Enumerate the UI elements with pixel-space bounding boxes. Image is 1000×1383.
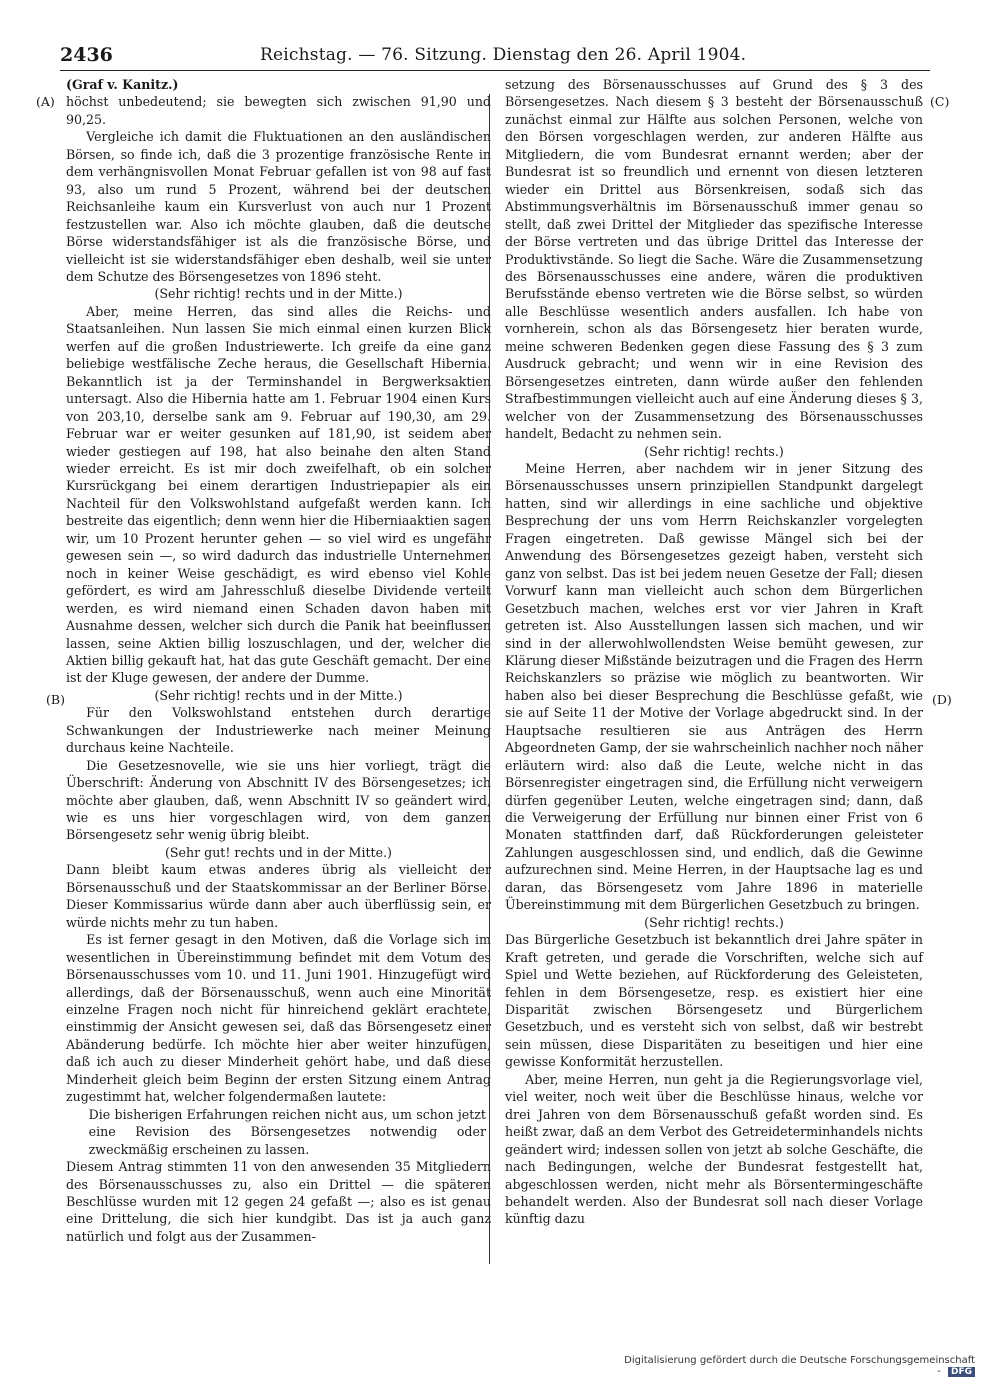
paragraph: setzung des Börsenausschusses auf Grund des § 3 des Börsengesetzes. Nach diesem § 3 besteht der Börsenausschuß zunächst einmal zur Hälfte aus solchen Personen, welche von den Börsen vorgeschlagen werden, zur anderen Hälfte aus Mitgliedern, die vom Bundesrat ernannt werden; aber der Bundesrat ist so freundlich und ernennt von diesen letzteren wieder ein Drittel aus Börsenkreisen, sodaß sich das Abstimmungsverhältnis im Börsenausschuß immer genau so stellt, daß zwei Drittel der Mitglieder das spezifische Interesse der Börse vertreten und das übrige Drittel das Interesse der Produktivstände. So liegt die Sache. Wäre die Zusammensetzung des Börsenausschusses eine andere, wären die produktiven Berufsstände ebenso vertreten wie die Börse selbst, so würden alle Beschlüsse wesentlich anders ausfallen. Ich habe von vornherein, schon als das Börsengesetz hier beraten wurde, meine schweren Bedenken gegen diese Fassung des § 3 zum Ausdruck gebracht; und wenn wir in eine Revision des Börsengesetzes eintreten, dann würde außer den fehlenden Strafbestimmungen vielleicht auch auf eine Änderung dieses § 3, welcher von der Zusammensetzung des Börsenausschusses handelt, Bedacht zu nehmen sein.	[505, 77, 923, 442]
paragraph: Aber, meine Herren, das sind alles die Reichs- und Staatsanleihen. Nun lassen Sie mich einmal einen kurzen Blick werfen auf die großen Industriewerte. Ich greife da eine ganz beliebige westfälische Zeche heraus, die Gesellschaft Hibernia. Bekanntlich ist ja der Terminshandel in Bergwerksaktien untersagt. Also die Hibernia hatte am 1. Februar 1904 einen Kurs von 203,10, derselbe sank am 9. Februar auf 190,30, am 29. Februar war er weiter gesunken auf 181,90, ist seidem aber wieder gestiegen auf 198, hat also beinahe den alten Stand wieder erreicht. Es ist mir doch zweifelhaft, ob ein solcher Kursrückgang bei einem derartigen Industriepapier als ein Nachteil für den Volkswohlstand aufgefaßt werden kann. Ich bestreite das eigentlich; denn wenn hier die Hiberniaaktien sagen wir, um 10 Prozent herunter gehen — so viel wird es ungefähr gewesen sein —, so wird dadurch das industrielle Unternehmen noch in keiner Weise geschädigt, es wird ebenso viel Kohle gefördert, es wird am Jahresschluß dieselbe Dividende verteilt werden, es wird niemand einen Schaden davon haben mit Ausnahme dessen, welcher sich durch die Panik hat beeinflussen lassen, seine Aktien billig loszuschlagen, und der, welcher die Aktien billig gekauft hat, hat das gute Geschäft gemacht. Der eine ist der Kluge gewesen, der andere der Dumme.	[66, 303, 491, 686]
column-divider	[489, 94, 490, 1264]
paragraph: Dann bleibt kaum etwas anderes übrig als vielleicht der Börsenausschuß und der Staatskommissar an der Berliner Börse. Dieser Kommissarius würde dann aber auch überflüssig sein, er würde nichts mehr zu tun haben.	[66, 862, 491, 930]
speaker-label: (Graf v. Kanitz.)	[66, 77, 179, 92]
margin-marker-b: (B)	[46, 692, 65, 707]
block-quote: Die bisherigen Erfahrungen reichen nicht aus, um schon jetzt eine Revision des Börsengesetzes notwendig oder zweckmäßig erscheinen zu lassen.	[88, 1106, 486, 1157]
right-column	[505, 76, 923, 1228]
paragraph: Für den Volkswohlstand entstehen durch derartige Schwankungen der Industriewerke nach meiner Meinung durchaus keine Nachteile.	[66, 705, 491, 756]
paragraph: höchst unbedeutend; sie bewegten sich zwischen 91,90 und 90,25.	[66, 94, 491, 127]
interjection: (Sehr richtig! rechts.)	[644, 914, 784, 930]
margin-marker-c: (C)	[930, 94, 950, 109]
margin-marker-a: (A)	[36, 94, 55, 109]
interjection: (Sehr gut! rechts und in der Mitte.)	[165, 844, 392, 860]
paragraph: Vergleiche ich damit die Fluktuationen an den ausländischen Börsen, so finde ich, daß die 3 prozentige französische Rente in dem verhängnisvollen Monat Februar gefallen ist von 98 auf fast 93, also um rund 5 Prozent, während bei der deutschen Reichsanleihe kaum ein Kursverlust von auch nur 1 Prozent festzustellen war. Also ich möchte glauben, daß die deutsche Börse widerstandsfähiger ist als die französische Börse, und vielleicht ist sie widerstandsfähiger eben deshalb, weil sie unter dem Schutze des Börsengesetzes von 1896 steht.	[66, 129, 491, 284]
paragraph: Das Bürgerliche Gesetzbuch ist bekanntlich drei Jahre später in Kraft getreten, und gerade die Vorschriften, welche sich auf Spiel und Wette beziehen, auf Rückforderung des Geleisteten, fehlen in dem Börsengesetze, resp. es existiert hier eine Disparität zwischen Börsengesetz und Bürgerlichem Gesetzbuch, und es versteht sich von selbst, daß wir bestrebt sein müssen, diese Disparitäten zu beseitigen und hier eine gewisse Konformität herzustellen.	[505, 932, 923, 1070]
digitization-footer	[620, 1355, 975, 1377]
interjection: (Sehr richtig! rechts und in der Mitte.)	[154, 286, 403, 302]
footer-text: Digitalisierung gefördert durch die Deutsche Forschungsgemeinschaft -	[624, 1355, 975, 1377]
paragraph: Diesem Antrag stimmten 11 von den anwesenden 35 Mitgliedern des Börsenausschusses zu, also ein Drittel — die späteren Beschlüsse wurden mit 12 gegen 24 gefaßt —; also es ist genau eine Drittelung, die sich hier kundgibt. Das ist ja auch ganz natürlich und folgt aus der Zusammen-	[66, 1159, 491, 1244]
interjection: (Sehr richtig! rechts.)	[644, 443, 784, 459]
paragraph: Aber, meine Herren, nun geht ja die Regierungsvorlage viel, viel weiter, noch weit über die Beschlüsse hinaus, welche vor drei Jahren von dem Börsenausschuß gefaßt worden sind. Es heißt zwar, daß an dem Verbot des Getreideterminhandels nichts geändert wird; indessen sollen von jetzt ab solche Geschäfte, die nach Bedingungen, welche der Bundesrat festgestellt hat, abgeschlossen werden, nicht mehr als Börsentermingeschäfte behandelt werden. Also der Bundesrat soll nach dieser Vorlage künftig dazu	[505, 1071, 923, 1227]
margin-marker-d: (D)	[932, 692, 952, 707]
paragraph: Es ist ferner gesagt in den Motiven, daß die Vorlage sich im wesentlichen in Übereinstimmung befindet mit dem Votum des Börsenausschusses vom 10. und 11. Juni 1901. Hinzugefügt wird allerdings, daß der Börsenausschuß, wenn auch eine Minorität einzelne Fragen noch nicht für hinreichend geklärt erachtete, einstimmig der Ansicht gewesen sei, daß das Börsengesetz einer Abänderung bedürfe. Ich möchte hier aber weiter hinzufügen, daß ich auch zu dieser Minderheit gehört habe, und daß diese Minderheit gleich beim Beginn der ersten Sitzung einem Antrag zugestimmt hat, welcher folgendermaßen lautete:	[66, 932, 491, 1105]
running-header	[60, 44, 930, 68]
paragraph: Die Gesetzesnovelle, wie sie uns hier vorliegt, trägt die Überschrift: Änderung von Abschnitt IV des Börsengesetzes; ich möchte aber glauben, daß, wenn Abschnitt IV so geändert wird, wie es uns hier vorgeschlagen wird, von dem ganzen Börsengesetz sehr wenig übrig bleibt.	[66, 757, 491, 843]
dfg-logo: DFG	[948, 1367, 975, 1377]
running-title: Reichstag. — 76. Sitzung. Dienstag den 26. April 1904.	[260, 45, 747, 65]
interjection: (Sehr richtig! rechts und in der Mitte.)	[154, 687, 403, 703]
page-number: 2436	[60, 44, 113, 66]
left-column	[66, 76, 491, 1245]
header-rule	[60, 70, 930, 71]
paragraph: Meine Herren, aber nachdem wir in jener Sitzung des Börsenausschusses unsern prinzipiellen Standpunkt dargelegt hatten, sind wir allerdings in eine sachliche und objektive Besprechung der uns vom Herrn Reichskanzler vorgelegten Fragen eingetreten. Daß gewisse Mängel sich bei der Anwendung des Börsengesetzes gezeigt haben, versteht sich ganz von selbst. Das ist bei jedem neuen Gesetze der Fall; diesen Vorwurf kann man vielleicht auch schon dem Bürgerlichen Gesetzbuch machen, welches erst vor vier Jahren in Kraft getreten ist. Also Ausstellungen lassen sich machen, und wir sind in der allerwohlwollendsten Weise bemüht gewesen, zur Klärung dieser Mißstände beizutragen und die Fragen des Herrn Reichskanzlers so präzise wie möglich zu beantworten. Wir haben also bei dieser Besprechung die Beschlüsse gefaßt, wie sie auf Seite 11 der Motive der Vorlage abgedruckt sind. In der Hauptsache resultieren sie aus Anträgen des Herrn Abgeordneten Gamp, der sie wahrscheinlich nachher noch näher erläutern wird: also daß die Leute, welche nicht in das Börsenregister eingetragen sind, die Erfüllung nicht verweigern dürfen gegenüber Leuten, welche eingetragen sind; dann, daß die Verweigerung der Erfüllung nur binnen einer Frist von 6 Monaten stattfinden darf, daß Rückforderungen geleisteter Zahlungen ausgeschlossen sind, und endlich, daß die Gewinne aufzurechnen sind. Meine Herren, in der Hauptsache lag es und daran, das Börsengesetz vom Jahre 1896 in materielle Übereinstimmung mit dem Bürgerlichen Gesetzbuch zu bringen.	[505, 460, 923, 913]
